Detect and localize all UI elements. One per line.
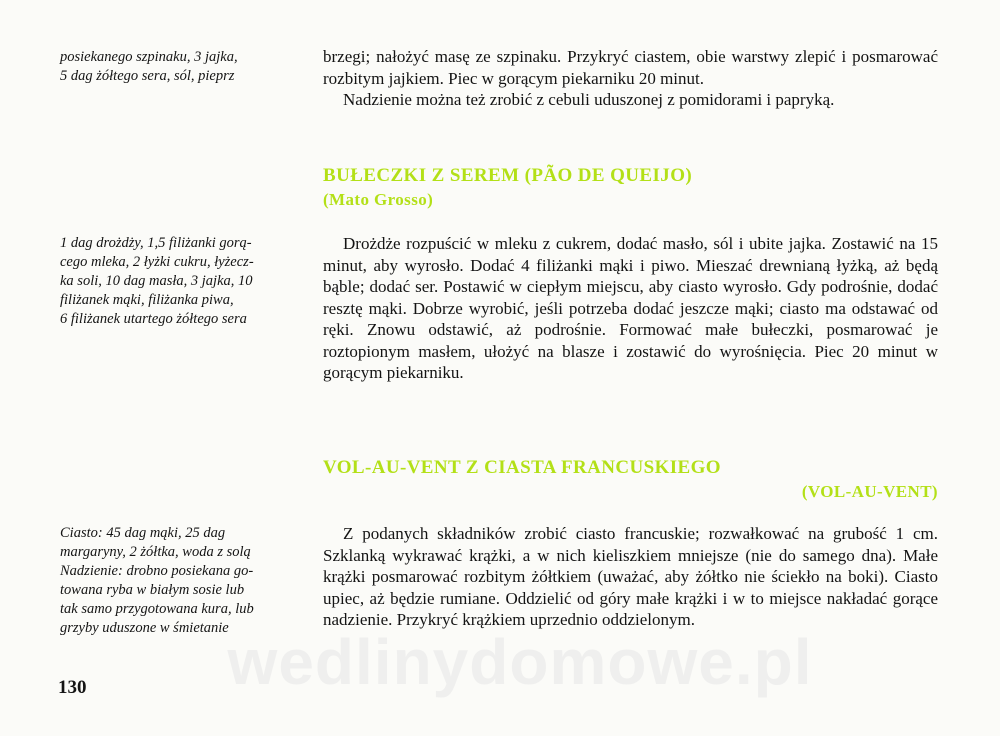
- intro-text: [323, 46, 938, 111]
- recipe-body: [323, 233, 938, 384]
- ingredient-line: ka soli, 10 dag masła, 3 jajka, 10: [60, 273, 253, 289]
- ingredient-line: cego mleka, 2 łyżki cukru, łyżecz-: [60, 254, 254, 270]
- recipe-instructions: Drożdże rozpuścić w mleku z cukrem, dodać masło, sól i ubite jajka. Zostawić na 15 minut, aby wyrosło. Dodać 4 filiżanki mąki i piwo. Mieszać drewnianą łyżką, aż będą bąble; dodać ser. Postawić w ciepłym miejscu, aby ciasto wyrosło. Gdy podrośnie, dodać resztę mąki. Dobrze wyrobić, jeśli potrzeba dodać jeszcze mąki; ciasto ma odstawać od ręki. Znowu odstawić, aż podrośnie. Formować małe bułeczki, posmarować je roztopionym masłem, ułożyć na blasze i zostawić do wyrośnięcia. Piec 20 minut w gorącym piekarniku.: [323, 234, 938, 382]
- recipe-body: [323, 523, 938, 631]
- ingredients-pao-de-queijo: [60, 234, 300, 329]
- recipe-subtitle: (VOL-AU-VENT): [801, 482, 938, 501]
- ingredient-line: 1 dag drożdży, 1,5 filiżanki gorą-: [60, 235, 252, 251]
- recipe-heading: [323, 456, 938, 504]
- ingredient-line: Ciasto: 45 dag mąki, 25 dag: [60, 525, 226, 541]
- ingredient-line: margaryny, 2 żółtka, woda z solą: [60, 544, 251, 560]
- ingredient-line: towana ryba w białym sosie lub: [60, 582, 245, 598]
- recipe-subtitle: (Mato Grosso): [323, 190, 434, 209]
- ingredient-line: Nadzienie: drobno posiekana go-: [60, 563, 254, 579]
- ingredient-line: 6 filiżanek utartego żółtego sera: [60, 311, 247, 327]
- intro-paragraph: brzegi; nałożyć masę ze szpinaku. Przykryć ciastem, obie warstwy zlepić i posmarować rozbitym jajkiem. Piec w gorącym piekarniku 20 minut.: [323, 47, 938, 88]
- ingredient-line: 5 dag żółtego sera, sól, pieprz: [60, 68, 235, 84]
- page-number: 130: [58, 677, 87, 698]
- recipe-instructions: Z podanych składników zrobić ciasto francuskie; rozwałkować na grubość 1 cm. Szklanką wykrawać krążki, a w nich kieliszkiem mniejsze (nie do samego dna). Małe krążki posmarować rozbitym żółtkiem (uważać, aby żółtko nie ściekło na boki). Ciasto upiec, aż będzie rumiane. Oddzielić od góry małe krążki i w to miejsce nakładać gorące nadzienie. Przykryć krążkiem uprzednio oddzielonym.: [323, 524, 938, 629]
- watermark: wedlinydomowe.pl: [227, 626, 813, 698]
- ingredient-line: filiżanek mąki, filiżanka piwa,: [60, 292, 234, 308]
- intro-paragraph: Nadzienie można też zrobić z cebuli uduszonej z pomidorami i papryką.: [343, 90, 835, 109]
- recipe-heading: [323, 164, 938, 212]
- ingredient-line: posiekanego szpinaku, 3 jajka,: [60, 49, 238, 65]
- ingredient-line: tak samo przygotowana kura, lub: [60, 601, 254, 617]
- recipe-title: BUŁECZKI Z SEREM (PÃO DE QUEIJO): [323, 165, 693, 186]
- recipe-title: VOL-AU-VENT Z CIASTA FRANCUSKIEGO: [323, 457, 721, 478]
- ingredients-spinach: [60, 48, 300, 86]
- ingredients-vol-au-vent: [60, 524, 300, 638]
- ingredient-line: grzyby uduszone w śmietanie: [60, 620, 229, 636]
